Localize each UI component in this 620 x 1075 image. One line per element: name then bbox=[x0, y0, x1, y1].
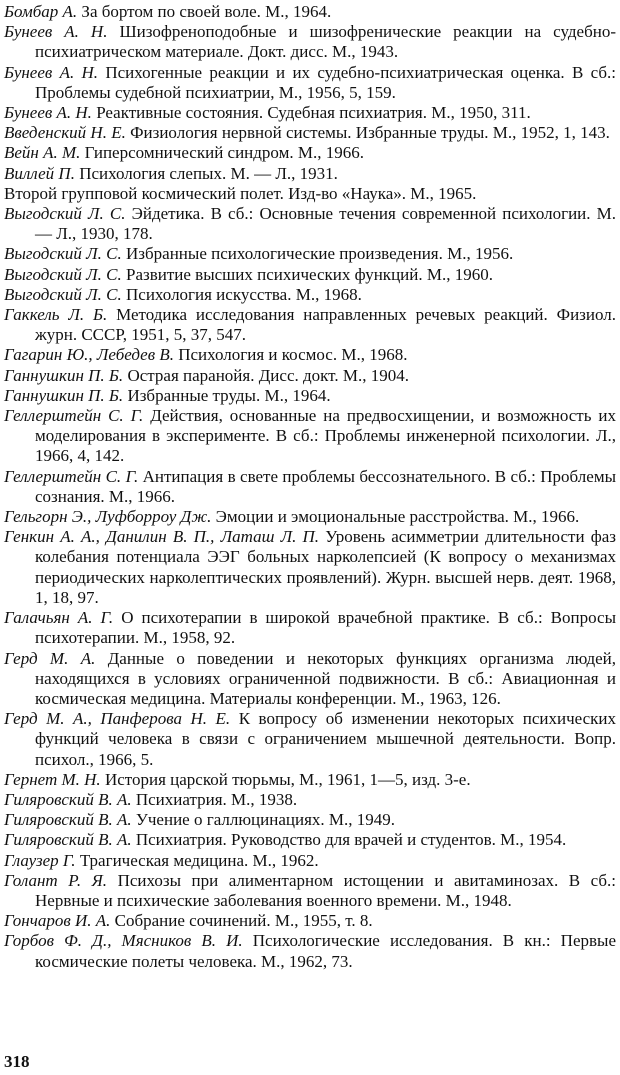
entry-text: Эйдетика. В сб.: Основные течения современной психологии. М. — Л., 1930, 178. bbox=[35, 204, 617, 244]
entry-author: Бунеев А. Н. bbox=[4, 62, 99, 82]
entry-author: Выгодский Л. С. bbox=[4, 204, 126, 224]
entry-author: Выгодский Л. С. bbox=[4, 244, 122, 264]
entry-author: Гиляровский В. А. bbox=[4, 830, 132, 850]
entry-author: Гиляровский В. А. bbox=[4, 789, 132, 809]
bibliography-entry bbox=[4, 204, 616, 244]
entry-text: За бортом по своей воле. М., 1964. bbox=[81, 2, 332, 21]
entry-author: Гончаров И. А. bbox=[4, 911, 111, 931]
entry-author: Гиляровский В. А. bbox=[4, 810, 132, 830]
page-number: 318 bbox=[4, 1052, 30, 1071]
entry-text: Развитие высших психических функций. М., 1960. bbox=[126, 264, 493, 284]
bibliography-entry bbox=[4, 285, 616, 305]
bibliography-entry bbox=[4, 709, 616, 770]
entry-text: Психозы при алиментарном истощении и авитаминозах. В сб.: Нервные и психические заболевания военного времени. М., 1948. bbox=[35, 870, 617, 910]
bibliography-entry bbox=[4, 22, 616, 62]
entry-text: Психиатрия. Руководство для врачей и студентов. М., 1954. bbox=[135, 830, 567, 850]
entry-text: Психиатрия. М., 1938. bbox=[135, 789, 298, 809]
bibliography-entry bbox=[4, 184, 616, 204]
entry-author: Гельгорн Э., Луфборроу Дж. bbox=[4, 507, 212, 527]
bibliography-entry bbox=[4, 770, 616, 790]
entry-text: Трагическая медицина. М., 1962. bbox=[79, 850, 319, 870]
bibliography-entry bbox=[4, 608, 616, 648]
entry-text: Психологические исследования. В кн.: Первые космические полеты человека. М., 1962, 73. bbox=[35, 931, 616, 971]
entry-text: Учение о галлюцинациях. М., 1949. bbox=[135, 810, 396, 830]
entry-author: Введенский Н. Е. bbox=[4, 123, 126, 143]
entry-author: Гагарин Ю., Лебедев В. bbox=[4, 345, 174, 365]
bibliography-entry bbox=[4, 265, 616, 285]
entry-text: Второй групповой космический полет. Изд-во «Наука». М., 1965. bbox=[4, 183, 477, 203]
entry-text: Острая паранойя. Дисс. докт. М., 1904. bbox=[127, 365, 409, 385]
entry-text: История царской тюрьмы, М., 1961, 1—5, изд. 3-е. bbox=[104, 769, 471, 789]
entry-author: Виллей П. bbox=[4, 163, 75, 183]
bibliography-entry bbox=[4, 345, 616, 365]
entry-author: Герд М. А., Панферова Н. Е. bbox=[4, 709, 231, 729]
bibliography-entry bbox=[4, 467, 616, 507]
bibliography-entry bbox=[4, 931, 616, 971]
entry-author: Генкин А. А., Данилин В. П., Латаш Л. П. bbox=[4, 527, 320, 547]
entry-author: Выгодский Л. С. bbox=[4, 284, 122, 304]
entry-author: Бунеев А. Н. bbox=[4, 103, 92, 123]
bibliography-entry bbox=[4, 810, 616, 830]
entry-author: Геллерштейн С. Г. bbox=[4, 406, 144, 426]
bibliography-entry bbox=[4, 2, 616, 22]
entry-text: Психология искусства. М., 1968. bbox=[126, 284, 362, 304]
bibliography-list bbox=[4, 2, 616, 972]
bibliography-entry bbox=[4, 649, 616, 710]
bibliography-entry bbox=[4, 507, 616, 527]
entry-author: Герд М. А. bbox=[4, 648, 96, 668]
entry-author: Ганнушкин П. Б. bbox=[4, 365, 124, 385]
bibliography-entry bbox=[4, 790, 616, 810]
entry-text: Собрание сочинений. М., 1955, т. 8. bbox=[114, 911, 373, 931]
entry-text: Действия, основанные на предвосхищении, и возможность их моделирования в эксперименте. В сб.: Проблемы инженерной психологии. Л., 1966, 4, 142. bbox=[35, 406, 617, 466]
entry-text: Методика исследования направленных речевых реакций. Физиол. журн. СССР, 1951, 5, 37, 547. bbox=[35, 305, 616, 345]
bibliography-entry bbox=[4, 305, 616, 345]
bibliography-entry bbox=[4, 366, 616, 386]
entry-author: Галачьян А. Г. bbox=[4, 608, 114, 628]
entry-text: Антипация в свете проблемы бессознательного. В сб.: Проблемы сознания. М., 1966. bbox=[35, 466, 616, 506]
entry-text: Психогенные реакции и их судебно-психиатрическая оценка. В сб.: Проблемы судебной психиатрии, М., 1956, 5, 159. bbox=[35, 62, 616, 102]
entry-author: Геллерштейн С. Г. bbox=[4, 466, 139, 486]
bibliography-entry bbox=[4, 63, 616, 103]
entry-text: Психология и космос. М., 1968. bbox=[178, 345, 408, 365]
entry-text: Психология слепых. М. — Л., 1931. bbox=[79, 163, 338, 183]
entry-text: Уровень асимметрии длительности фаз колебания потенциала ЭЭГ больных нарколепсией (К вопросу о механизмах периодических нарколептических проявлений). Журн. высшей нерв. деят. 1968, 1, 18, 97. bbox=[35, 527, 616, 607]
entry-text: Гиперсомнический синдром. М., 1966. bbox=[84, 143, 364, 163]
bibliography-entry bbox=[4, 527, 616, 608]
bibliography-entry bbox=[4, 871, 616, 911]
bibliography-entry bbox=[4, 244, 616, 264]
bibliography-entry bbox=[4, 143, 616, 163]
entry-author: Вейн А. М. bbox=[4, 143, 81, 163]
entry-author: Ганнушкин П. Б. bbox=[4, 385, 124, 405]
entry-text: Данные о поведении и некоторых функциях организма людей, находящихся в условиях ограниченной подвижности. В сб.: Авиационная и космическая медицина. Материалы конференции. М., 1963, 126. bbox=[35, 648, 616, 708]
entry-author: Гаккель Л. Б. bbox=[4, 305, 108, 325]
bibliography-entry bbox=[4, 164, 616, 184]
entry-author: Выгодский Л. С. bbox=[4, 264, 122, 284]
entry-text: О психотерапии в широкой врачебной практике. В сб.: Вопросы психотерапии. М., 1958, 92. bbox=[35, 608, 617, 648]
entry-text: Шизофреноподобные и шизофренические реакции на судебно-психиатрическом материале. Докт. дисс. М., 1943. bbox=[35, 22, 617, 62]
bibliography-entry bbox=[4, 911, 616, 931]
entry-text: Физиология нервной системы. Избранные труды. М., 1952, 1, 143. bbox=[130, 123, 610, 143]
entry-author: Гернет М. Н. bbox=[4, 769, 101, 789]
entry-author: Горбов Ф. Д., Мясников В. И. bbox=[4, 931, 243, 951]
entry-author: Глаузер Г. bbox=[4, 850, 76, 870]
entry-author: Бунеев А. Н. bbox=[4, 22, 108, 42]
bibliography-entry bbox=[4, 103, 616, 123]
entry-author: Бомбар А. bbox=[4, 2, 78, 21]
entry-author: Голант Р. Я. bbox=[4, 870, 108, 890]
entry-text: Реактивные состояния. Судебная психиатрия. М., 1950, 311. bbox=[96, 103, 531, 123]
bibliography-entry bbox=[4, 851, 616, 871]
bibliography-entry bbox=[4, 386, 616, 406]
entry-text: К вопросу об изменении некоторых психических функций человека в связи с ограничением мышечной деятельности. Вопр. психол., 1966, 5. bbox=[35, 709, 616, 769]
bibliography-entry bbox=[4, 123, 616, 143]
entry-text: Избранные психологические произведения. М., 1956. bbox=[126, 244, 514, 264]
entry-text: Эмоции и эмоциональные расстройства. М., 1966. bbox=[215, 507, 580, 527]
bibliography-entry bbox=[4, 406, 616, 467]
entry-text: Избранные труды. М., 1964. bbox=[127, 385, 331, 405]
bibliography-entry bbox=[4, 830, 616, 850]
